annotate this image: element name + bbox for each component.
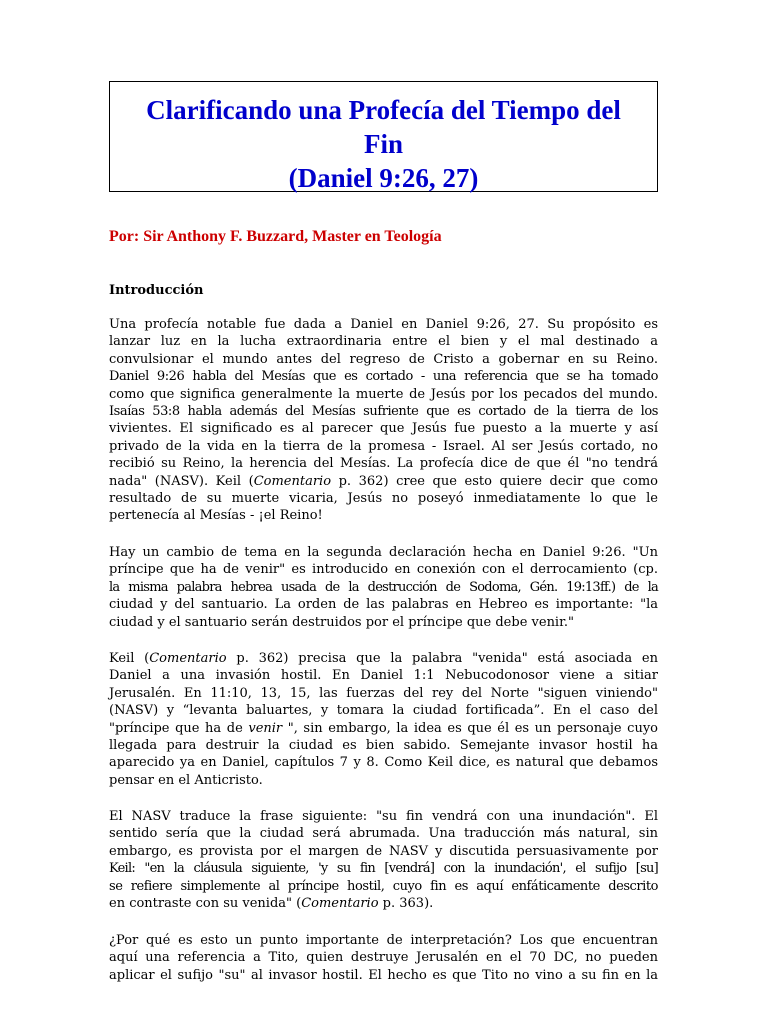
paragraph-line: la misma palabra hebrea usada de la destrucción de Sodoma, Gén. 19:13ff.) de la [109,579,658,595]
paragraph-line: (NASV) y “levanta baluartes, y tomara la ciudad fortificada”. En el caso del [109,703,658,719]
paragraph-line: ¿Por qué es esto un punto importante de interpretación? Los que encuentran [109,933,658,948]
paragraph-line: recibió su Reino, la herencia del Mesías. La profecía dice de que él "no tendrá [109,456,658,472]
book-title: Comentario [301,895,379,911]
title-line-1: Clarificando una Profecía del Tiempo del [146,95,621,125]
section-heading: Introducción [109,283,204,298]
paragraph-line: convulsionar el mundo antes del regreso de Cristo a gobernar en su Reino. [109,351,658,367]
paragraph-line: se refiere simplemente al príncipe hostil, cuyo fin es aquí enfáticamente descrito [109,878,658,894]
paragraph-line: embargo, es provista por el margen de NASV y discutida persuasivamente por [109,843,658,859]
paragraph-2 [109,544,658,631]
title-box [109,81,658,192]
paragraph-line [109,895,658,912]
paragraph-4 [109,808,658,912]
paragraph-line: aplicar el sufijo "su" al invasor hostil. El hecho es que Tito no vino a su fin en la [109,967,658,983]
text-run: nada" (NASV). Keil ( [109,473,254,489]
paragraph-line: pensar en el Anticristo. [109,772,263,788]
paragraph-line: sentido sería que la ciudad será abrumada. Una traducción más natural, sin [109,826,658,842]
author-byline: Por: Sir Anthony F. Buzzard, Master en Teología [109,228,442,245]
book-title: Comentario [149,651,227,666]
paragraph-line: como que significa generalmente la muerte de Jesús por los pecados del mundo. [109,386,658,402]
title-line-3: (Daniel 9:26, 27) [288,163,479,193]
paragraph-line: resultado de su muerte vicaria, Jesús no poseyó inmediatamente lo que le [109,490,658,506]
paragraph-line: príncipe que ha de venir" es introducido en conexión con el derrocamiento (cp. [109,562,658,578]
paragraph-line: Jerusalén. En 11:10, 13, 15, las fuerzas del rey del Norte "siguen viniendo" [109,685,658,701]
paragraph-line: Daniel 9:26 habla del Mesías que es cortado - una referencia que se ha tomado [109,369,658,385]
text-run: ", sin embargo, la idea es que él es un personaje cuyo [282,720,658,736]
text-run: p. 363). [378,895,434,911]
title-line-2: Fin [363,129,403,159]
paragraph-line: ciudad y del santuario. La orden de las palabras en Hebreo es importante: "la [109,597,658,613]
paragraph-line: lanzar luz en la lucha extraordinaria entre el bien y el mal destinado a [109,334,658,350]
paragraph-line: ciudad y el santuario serán destruidos por el príncipe que debe venir." [109,614,574,630]
paragraph-3 [109,650,658,789]
text-run: en contraste con su venida" ( [109,895,302,911]
paragraph-line: El NASV traduce la frase siguiente: "su fin vendrá con una inundación". El [109,809,658,824]
paragraph-1 [109,316,658,525]
emphasis-word: venir [248,720,283,736]
text-run: Keil ( [109,651,150,666]
paragraph-line: Keil: "en la cláusula siguiente, 'y su fin [vendrá] con la inundación', el sufijo [su] [109,861,658,877]
paragraph-line: llegada para destruir la ciudad es bien sabido. Semejante invasor hostil ha [109,737,658,753]
paragraph-line: Isaías 53:8 habla además del Mesías sufriente que es cortado de la tierra de los [109,403,658,419]
paragraph-line: vivientes. El significado es al parecer que Jesús fue puesto a la muerte y así [109,421,658,437]
paragraph-line: Una profecía notable fue dada a Daniel en Daniel 9:26, 27. Su propósito es [109,317,658,332]
paragraph-line: Daniel a una invasión hostil. En Daniel 1:1 Nebucodonosor viene a sitiar [109,668,658,684]
text-run: "príncipe que ha de [109,720,249,736]
paragraph-line: aparecido ya en Daniel, capítulos 7 y 8. Como Keil dice, es natural que debamos [109,755,658,771]
paragraph-line [109,650,658,667]
paragraph-line [109,473,658,490]
paragraph-line: aquí una referencia a Tito, quien destruye Jerusalén en el 70 DC, no pueden [109,950,658,966]
paragraph-5 [109,932,658,984]
text-run: p. 362) cree que esto quiere decir que como [331,473,658,489]
paragraph-line: privado de la vida en la tierra de la promesa - Israel. Al ser Jesús cortado, no [109,438,658,454]
paragraph-line: Hay un cambio de tema en la segunda declaración hecha en Daniel 9:26. "Un [109,545,658,560]
paragraph-line: pertenecía al Mesías - ¡el Reino! [109,508,323,524]
paragraph-line [109,720,658,737]
book-title: Comentario [253,473,332,489]
text-run: p. 362) precisa que la palabra "venida" está asociada en [226,651,658,666]
